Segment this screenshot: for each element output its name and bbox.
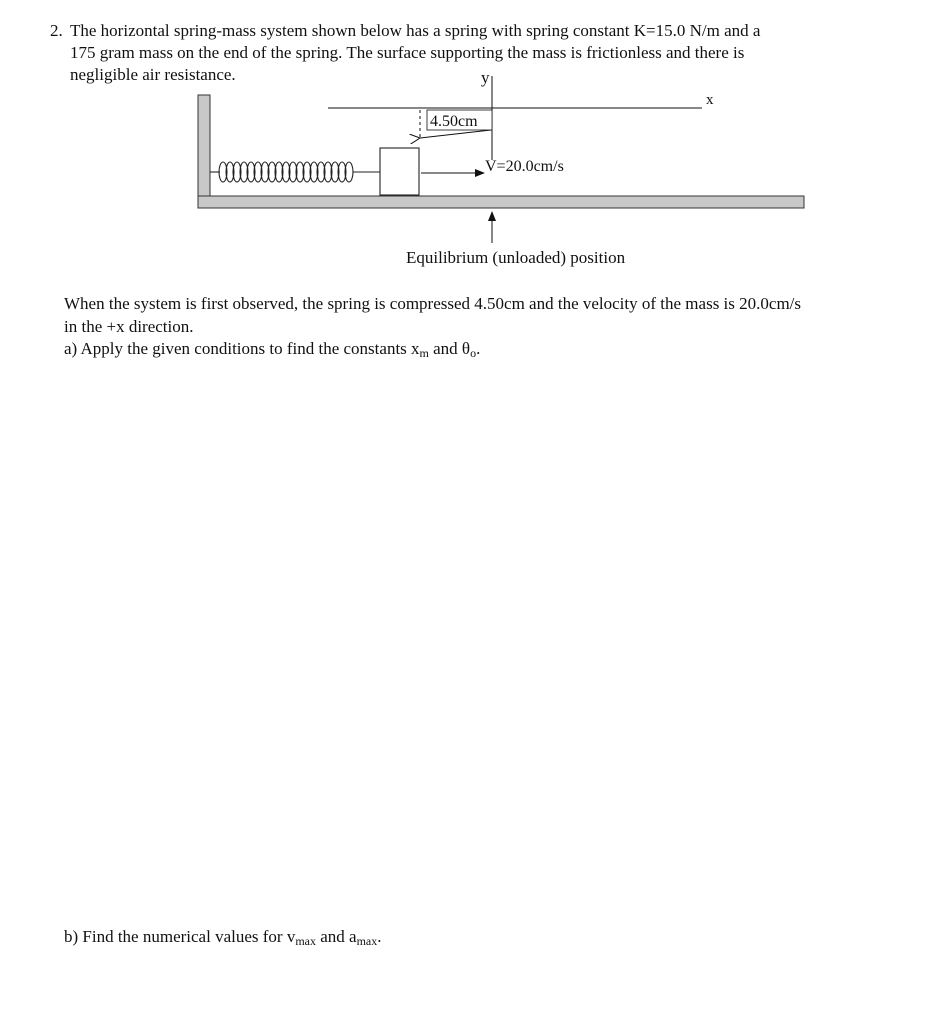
wall bbox=[198, 95, 210, 197]
problem-line-3: negligible air resistance. bbox=[70, 65, 236, 84]
floor-surface bbox=[198, 196, 804, 208]
part-a-question: a) Apply the given conditions to find the constants $x_m$ and $\theta_o$. bbox=[64, 339, 481, 360]
problem-number: 2. bbox=[50, 21, 63, 40]
compression-arrow bbox=[420, 130, 491, 138]
y-axis-label: y bbox=[481, 68, 490, 87]
problem-line-2: 175 gram mass on the end of the spring. The surface supporting the mass is frictionless and there is bbox=[70, 43, 745, 62]
conditions-line-1: When the system is first observed, the spring is compressed 4.50cm and the velocity of the mass is 20.0cm/s bbox=[64, 294, 802, 313]
velocity-label: V=20.0cm/s bbox=[485, 158, 564, 175]
problem-line-1: The horizontal spring-mass system shown below has a spring with spring constant K=15.0 N/m and a bbox=[70, 21, 761, 40]
compression-label: 4.50cm bbox=[430, 113, 478, 130]
mass-block bbox=[380, 148, 419, 195]
spring-mass-diagram bbox=[0, 0, 945, 280]
spring bbox=[210, 162, 380, 182]
x-axis-label: x bbox=[706, 92, 714, 108]
part-b-question: b) Find the numerical values for $v_{max}$ and $a_{max}$. bbox=[64, 927, 382, 948]
initial-conditions bbox=[64, 292, 801, 338]
equilibrium-label: Equilibrium (unloaded) position bbox=[406, 248, 626, 267]
conditions-line-2: in the +x direction. bbox=[64, 317, 194, 336]
